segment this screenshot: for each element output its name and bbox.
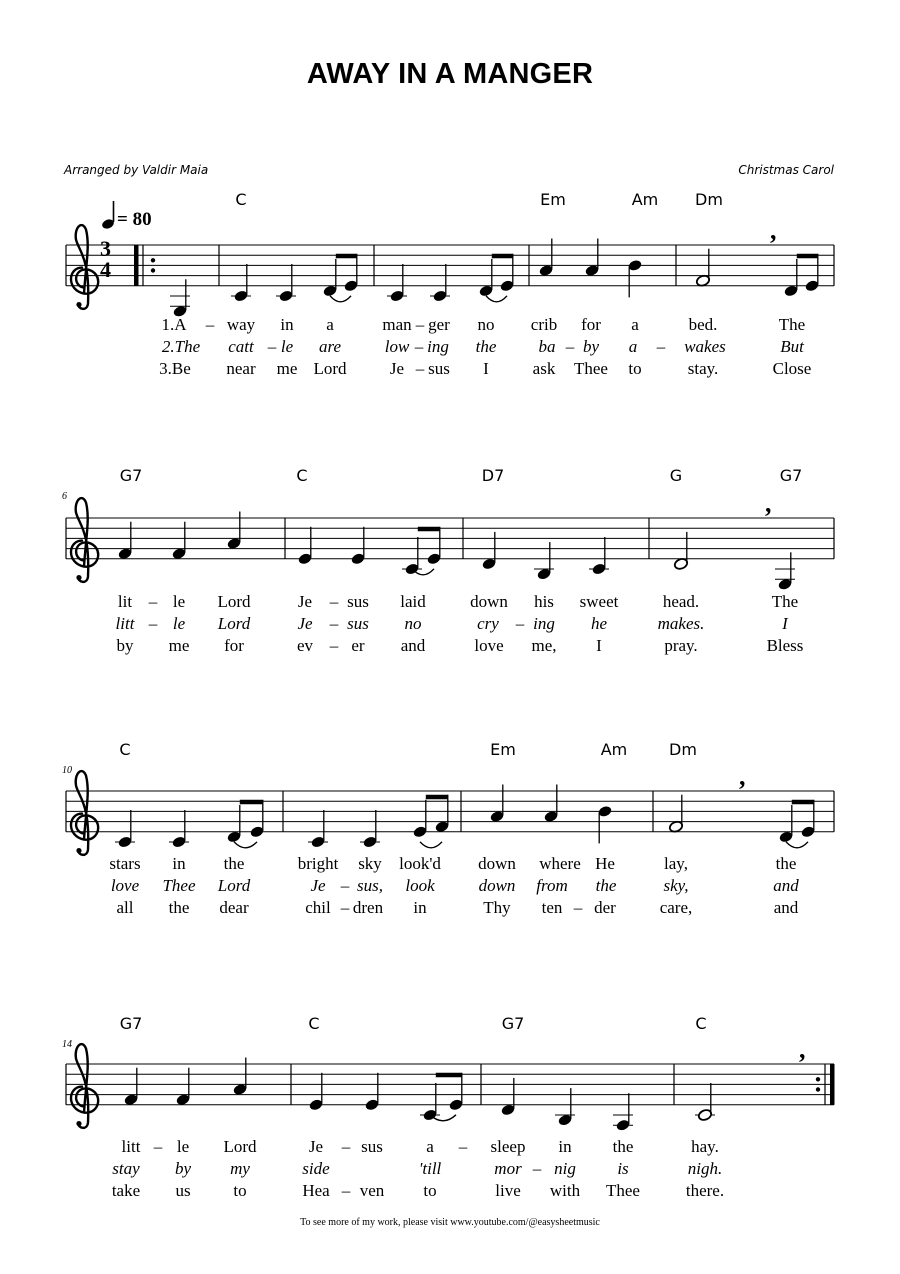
staff-system <box>66 216 834 309</box>
note <box>695 249 710 288</box>
note <box>613 1093 633 1132</box>
lyric-syllable: dren <box>352 898 384 917</box>
lyric-syllable: ask <box>532 359 556 378</box>
lyric-syllable: The <box>771 592 799 611</box>
note <box>350 527 365 566</box>
lyric-syllable: ing <box>427 337 449 356</box>
lyric-syllable: ven <box>359 1181 385 1200</box>
lyric-syllable: down <box>470 592 508 611</box>
lyric-syllable: Je <box>297 592 313 611</box>
note-beam <box>240 800 263 805</box>
lyric-syllable: – <box>329 636 339 655</box>
lyric-syllable: hay. <box>691 1137 719 1156</box>
lyric-syllable: wakes <box>684 337 726 356</box>
breath-mark: , <box>799 1035 806 1064</box>
lyric-syllable: all <box>116 898 134 917</box>
end-repeat-thick-bar <box>830 1064 835 1105</box>
lyric-syllable: sus, <box>357 876 383 895</box>
breath-mark: , <box>739 762 746 791</box>
lyric-syllable: Je <box>297 614 313 633</box>
note <box>123 1068 138 1107</box>
treble-clef-icon <box>71 498 98 582</box>
lyric-syllable: me <box>276 359 298 378</box>
note <box>360 810 380 849</box>
note <box>402 537 422 576</box>
lyric-syllable: look <box>405 876 435 895</box>
lyric-syllable: Lord <box>313 359 347 378</box>
lyric-syllable: sleep <box>490 1137 526 1156</box>
lyric-syllable: – <box>415 359 425 378</box>
note-beam <box>426 795 448 800</box>
note <box>297 527 312 566</box>
lyric-syllable: Je <box>310 876 326 895</box>
lyric-syllable: in <box>413 898 427 917</box>
lyric-syllable: – <box>153 1137 163 1156</box>
lyric-syllable: head. <box>662 592 700 611</box>
lyric-syllable: Thy <box>483 898 511 917</box>
slur <box>330 296 351 302</box>
lyric-syllable: the <box>475 337 497 356</box>
lyric-syllable: Lord <box>217 592 251 611</box>
breath-mark: , <box>770 216 777 245</box>
note <box>673 532 688 571</box>
lyric-syllable: the <box>775 854 797 873</box>
lyric-syllable: near <box>226 359 256 378</box>
lyric-syllable: – <box>329 614 339 633</box>
lyric-syllable: chil <box>305 898 331 917</box>
lyric-syllable: Thee <box>574 359 608 378</box>
note <box>534 542 554 581</box>
lyric-syllable: sus <box>347 614 369 633</box>
lyric-syllable: – <box>341 1137 351 1156</box>
note <box>226 512 241 551</box>
lyric-syllable: me <box>168 636 190 655</box>
chord-symbol: Am <box>600 740 628 759</box>
slur <box>786 842 808 848</box>
lyric-syllable: in <box>558 1137 572 1156</box>
slur <box>486 296 507 302</box>
lyric-syllable: – <box>340 898 350 917</box>
lyric-syllable: from <box>536 876 568 895</box>
start-repeat-thick-bar <box>134 245 139 286</box>
lyric-syllable: by <box>582 337 600 356</box>
lyric-syllable: bed. <box>688 315 718 334</box>
lyric-syllable: low <box>384 337 410 356</box>
note <box>668 795 683 834</box>
lyric-syllable: Thee <box>162 876 196 895</box>
lyric-syllable: But <box>780 337 804 356</box>
lyric-syllable: sweet <box>579 592 619 611</box>
lyric-syllable: litt <box>115 614 135 633</box>
lyric-syllable: litt <box>121 1137 141 1156</box>
lyric-syllable: makes. <box>657 614 705 633</box>
source-credit: Christmas Carol <box>738 163 834 177</box>
lyric-syllable: I <box>782 614 788 633</box>
lyric-syllable: by <box>174 1159 192 1178</box>
chord-symbol: G <box>669 466 683 485</box>
repeat-dot <box>816 1087 820 1091</box>
repeat-dot <box>151 258 155 262</box>
lyric-syllable: side <box>302 1159 330 1178</box>
lyric-syllable: a <box>426 1137 434 1156</box>
lyric-syllable: crib <box>530 315 558 334</box>
lyric-syllable: – <box>329 592 339 611</box>
note <box>387 264 407 303</box>
lyric-syllable: down <box>478 876 516 895</box>
repeat-dot <box>151 268 155 272</box>
lyric-syllable: to <box>628 359 642 378</box>
lyric-syllable: a <box>326 315 334 334</box>
note <box>448 1073 463 1112</box>
lyric-syllable: nigh. <box>687 1159 723 1178</box>
note <box>589 537 609 576</box>
lyric-syllable: no <box>404 614 422 633</box>
note <box>538 239 553 278</box>
note <box>426 527 441 566</box>
note <box>775 552 795 591</box>
lyric-syllable: lit <box>117 592 133 611</box>
note <box>434 795 449 834</box>
lyric-syllable: sus <box>361 1137 383 1156</box>
note <box>499 254 514 293</box>
lyric-syllable: bright <box>297 854 339 873</box>
note <box>412 800 427 839</box>
lyric-syllable: Lord <box>223 1137 257 1156</box>
note <box>308 1073 323 1112</box>
chord-symbol: Dm <box>695 190 723 209</box>
lyric-syllable: mor <box>494 1159 522 1178</box>
note <box>783 259 798 298</box>
lyric-syllable: er <box>351 636 365 655</box>
lyrics <box>109 315 811 1200</box>
lyric-syllable: sus <box>347 592 369 611</box>
lyric-syllable: ev <box>296 636 314 655</box>
lyric-syllable: le <box>176 1137 190 1156</box>
note <box>804 254 819 293</box>
lyric-syllable: Hea <box>302 1181 330 1200</box>
lyric-syllable: sky <box>358 854 382 873</box>
chord-symbol: C <box>119 740 131 759</box>
note-beam <box>492 254 513 258</box>
lyric-syllable: nig <box>554 1159 576 1178</box>
lyric-syllable: He <box>595 854 615 873</box>
note <box>231 264 251 303</box>
lyric-syllable: my <box>230 1159 250 1178</box>
lyric-syllable: to <box>233 1181 247 1200</box>
lyric-syllable: – <box>340 876 350 895</box>
lyric-syllable: is <box>617 1159 629 1178</box>
lyric-syllable: care, <box>659 898 693 917</box>
note <box>695 1083 715 1122</box>
lyric-syllable: his <box>534 592 554 611</box>
lyric-syllable: – <box>148 614 158 633</box>
note <box>543 785 558 824</box>
measure-number: 10 <box>62 765 72 776</box>
lyric-syllable: pray. <box>664 636 698 655</box>
note <box>778 805 793 844</box>
chord-symbol: C <box>695 1014 707 1033</box>
lyric-syllable: the <box>168 898 190 917</box>
footer-note: To see more of my work, please visit www.youtube.com/@easysheetmusic <box>300 1217 600 1228</box>
lyric-syllable: – <box>573 898 583 917</box>
lyric-syllable: – <box>341 1181 351 1200</box>
lyric-syllable: – <box>148 592 158 611</box>
lyric-syllable: us <box>175 1181 191 1200</box>
lyric-syllable: a <box>628 337 638 356</box>
slur <box>420 842 442 848</box>
chord-symbol: C <box>308 1014 320 1033</box>
chord-symbol: Am <box>631 190 659 209</box>
lyric-syllable: Close <box>772 359 812 378</box>
note <box>308 810 328 849</box>
lyric-syllable: 1.A <box>161 315 187 334</box>
measure-number: 6 <box>62 491 67 502</box>
lyric-syllable: stay <box>112 1159 140 1178</box>
lyric-syllable: Lord <box>217 876 251 895</box>
lyric-syllable: le <box>172 592 186 611</box>
chord-symbol: C <box>235 190 247 209</box>
lyric-syllable: – <box>205 315 215 334</box>
note <box>249 800 264 839</box>
lyric-syllable: sus <box>428 359 450 378</box>
lyric-syllable: me, <box>531 636 557 655</box>
lyric-syllable: the <box>612 1137 634 1156</box>
chord-symbol: Dm <box>669 740 697 759</box>
lyric-syllable: there. <box>685 1181 725 1200</box>
note-beam <box>792 800 814 805</box>
note-beam <box>418 527 440 532</box>
lyric-syllable: love <box>474 636 504 655</box>
lyric-syllable: way <box>226 315 256 334</box>
lyric-syllable: man <box>382 315 412 334</box>
lyric-syllable: the <box>223 854 245 873</box>
note <box>800 800 815 839</box>
tempo-value: = 80 <box>117 209 152 230</box>
lyric-syllable: a <box>631 315 639 334</box>
note <box>276 264 296 303</box>
note <box>175 1068 190 1107</box>
lyric-syllable: for <box>581 315 601 334</box>
lyric-syllable: no <box>477 315 495 334</box>
lyric-syllable: love <box>110 876 140 895</box>
note <box>489 785 504 824</box>
lyric-syllable: le <box>172 614 186 633</box>
lyric-syllable: ten <box>541 898 563 917</box>
note <box>226 805 241 844</box>
lyric-syllable: ing <box>533 614 555 633</box>
lyric-syllable: 3.Be <box>159 359 191 378</box>
lyric-syllable: by <box>116 636 134 655</box>
lyric-syllable: for <box>224 636 244 655</box>
lyric-syllable: to <box>423 1181 437 1200</box>
lyric-syllable: the <box>595 876 617 895</box>
slur <box>234 842 257 848</box>
lyric-syllable: cry <box>477 614 499 633</box>
note-beam <box>436 1073 462 1078</box>
lyric-syllable: – <box>415 315 425 334</box>
lyric-syllable: le <box>280 337 294 356</box>
lyric-syllable: Lord <box>217 614 251 633</box>
breath-mark: , <box>765 489 772 518</box>
lyric-syllable: lay, <box>664 854 688 873</box>
lyric-syllable: The <box>778 315 806 334</box>
lyric-syllable: take <box>111 1181 141 1200</box>
repeat-dot <box>816 1077 820 1081</box>
lyric-syllable: live <box>495 1181 521 1200</box>
lyric-syllable: catt <box>228 337 254 356</box>
note <box>115 810 135 849</box>
lyric-syllable: with <box>549 1181 581 1200</box>
lyric-syllable: ger <box>428 315 450 334</box>
lyric-syllable: – <box>515 614 525 633</box>
treble-clef-icon <box>71 225 98 309</box>
chord-symbol: Em <box>490 740 516 759</box>
arranger-credit: Arranged by Valdir Maia <box>64 163 209 177</box>
lyric-syllable: I <box>596 636 602 655</box>
note <box>627 259 642 298</box>
note <box>430 264 450 303</box>
note <box>171 522 186 561</box>
lyric-syllable: stars <box>109 854 141 873</box>
note <box>500 1078 515 1117</box>
note <box>555 1088 575 1127</box>
lyric-syllable: stay. <box>687 359 719 378</box>
note <box>584 239 599 278</box>
lyric-syllable: Je <box>308 1137 324 1156</box>
note <box>478 259 493 298</box>
chord-symbol: Em <box>540 190 566 209</box>
lyric-syllable: dear <box>219 898 249 917</box>
lyric-syllable: where <box>539 854 581 873</box>
measure-number: 14 <box>62 1039 72 1050</box>
chord-symbol: G7 <box>779 466 803 485</box>
chord-symbol: G7 <box>119 466 143 485</box>
lyric-syllable: laid <box>400 592 426 611</box>
lyric-syllable: Je <box>389 359 405 378</box>
note-beam <box>336 254 357 258</box>
song-title: AWAY IN A MANGER <box>306 58 594 90</box>
lyric-syllable: Bless <box>766 636 804 655</box>
lyric-syllable: sky, <box>663 876 689 895</box>
lyric-syllable: der <box>594 898 616 917</box>
treble-clef-icon <box>71 771 98 855</box>
note <box>232 1058 247 1097</box>
lyric-syllable: in <box>280 315 294 334</box>
chord-symbol: G7 <box>501 1014 525 1033</box>
tempo-marking <box>101 201 152 230</box>
note <box>364 1073 379 1112</box>
note <box>597 805 612 844</box>
lyric-syllable: Thee <box>606 1181 640 1200</box>
chord-symbol: D7 <box>481 466 505 485</box>
note <box>170 279 190 318</box>
time-signature-top: 3 <box>100 236 111 261</box>
note <box>169 810 189 849</box>
lyric-syllable: in <box>172 854 186 873</box>
lyric-syllable: 'till <box>418 1159 442 1178</box>
lyric-syllable: look'd <box>399 854 441 873</box>
lyric-syllable: – <box>267 337 277 356</box>
note <box>117 522 132 561</box>
note <box>481 532 496 571</box>
lyric-syllable: – <box>414 337 424 356</box>
staff-system <box>62 489 834 582</box>
lyric-syllable: he <box>590 614 608 633</box>
lyric-syllable: – <box>656 337 666 356</box>
lyric-syllable: are <box>318 337 342 356</box>
chord-symbol: C <box>296 466 308 485</box>
note <box>343 254 358 293</box>
lyric-syllable: and <box>773 876 799 895</box>
lyric-syllable: down <box>478 854 516 873</box>
lyric-syllable: – <box>565 337 575 356</box>
note-beam <box>797 254 818 258</box>
time-signature-bottom: 4 <box>100 257 111 282</box>
lyric-syllable: and <box>400 636 426 655</box>
lyric-syllable: and <box>773 898 799 917</box>
lyric-syllable: I <box>483 359 489 378</box>
chord-symbol: G7 <box>119 1014 143 1033</box>
treble-clef-icon <box>71 1044 98 1128</box>
note <box>322 259 337 298</box>
lyric-syllable: – <box>532 1159 542 1178</box>
lyric-syllable: 2.The <box>161 337 201 356</box>
lyric-syllable: – <box>458 1137 468 1156</box>
lyric-syllable: ba <box>538 337 556 356</box>
note <box>420 1083 440 1122</box>
staff-system <box>62 1035 835 1128</box>
